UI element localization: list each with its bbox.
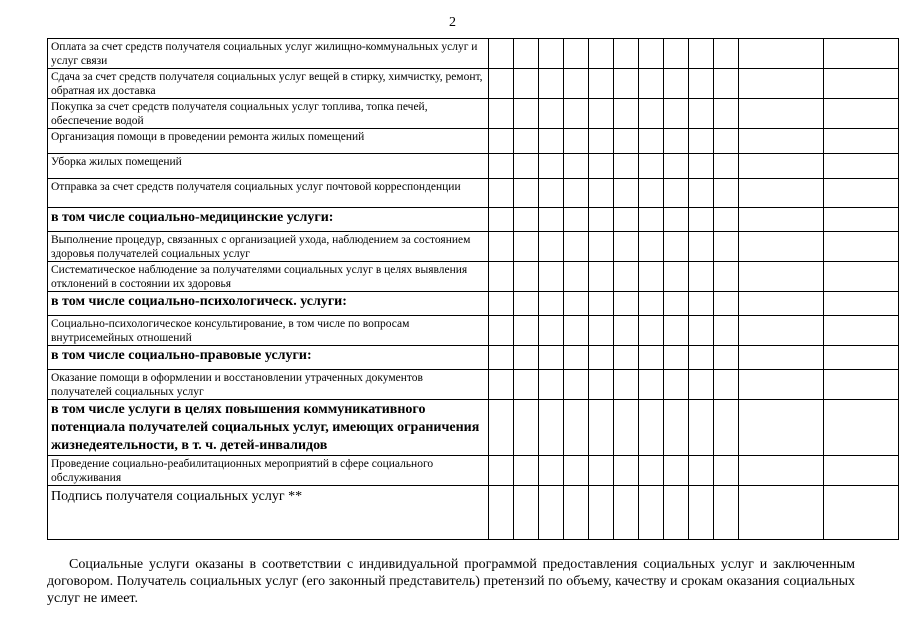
blank-cell (489, 99, 514, 129)
blank-cell (824, 232, 899, 262)
blank-cell (664, 154, 689, 179)
blank-cell (614, 486, 639, 540)
blank-cell (614, 129, 639, 154)
blank-cell (639, 486, 664, 540)
blank-cell (824, 486, 899, 540)
blank-cell (614, 208, 639, 232)
blank-cell (689, 400, 714, 456)
blank-cell (489, 316, 514, 346)
blank-cell (514, 208, 539, 232)
blank-cell (589, 370, 614, 400)
service-row (48, 456, 899, 486)
row-label: в том числе социально-медицинские услуги: (48, 208, 489, 232)
row-label: Организация помощи в проведении ремонта жилых помещений (48, 129, 489, 154)
blank-cell (689, 39, 714, 69)
blank-cell (739, 486, 824, 540)
blank-cell (739, 208, 824, 232)
blank-cell (714, 39, 739, 69)
blank-cell (639, 346, 664, 370)
blank-cell (539, 69, 564, 99)
blank-cell (714, 262, 739, 292)
blank-cell (824, 129, 899, 154)
blank-cell (539, 400, 564, 456)
blank-cell (489, 69, 514, 99)
service-row (48, 370, 899, 400)
blank-cell (824, 292, 899, 316)
blank-cell (824, 179, 899, 208)
blank-cell (514, 129, 539, 154)
blank-cell (589, 456, 614, 486)
blank-cell (514, 262, 539, 292)
blank-cell (664, 129, 689, 154)
blank-cell (589, 400, 614, 456)
blank-cell (664, 456, 689, 486)
row-label: Уборка жилых помещений (48, 154, 489, 179)
blank-cell (589, 262, 614, 292)
blank-cell (514, 292, 539, 316)
blank-cell (824, 262, 899, 292)
blank-cell (664, 370, 689, 400)
blank-cell (514, 232, 539, 262)
blank-cell (489, 262, 514, 292)
blank-cell (714, 129, 739, 154)
blank-cell (589, 99, 614, 129)
blank-cell (639, 456, 664, 486)
blank-cell (739, 456, 824, 486)
blank-cell (564, 99, 589, 129)
service-row (48, 232, 899, 262)
blank-cell (824, 39, 899, 69)
blank-cell (824, 346, 899, 370)
blank-cell (564, 292, 589, 316)
blank-cell (639, 316, 664, 346)
row-label: Отправка за счет средств получателя социальных услуг почтовой корреспонденции (48, 179, 489, 208)
blank-cell (589, 69, 614, 99)
blank-cell (639, 370, 664, 400)
blank-cell (614, 262, 639, 292)
blank-cell (714, 486, 739, 540)
blank-cell (589, 179, 614, 208)
blank-cell (714, 99, 739, 129)
blank-cell (689, 69, 714, 99)
blank-cell (739, 316, 824, 346)
row-label: Проведение социально-реабилитационных мероприятий в сфере социального обслуживания (48, 456, 489, 486)
blank-cell (689, 99, 714, 129)
blank-cell (689, 486, 714, 540)
footer-statement: Социальные услуги оказаны в соответствии с индивидуальной программой предоставления социальных услуг и заключенным договором. Получатель социальных услуг (его законный представитель) претензий по объему, качеству и срокам оказания социальных услуг не имеет. (47, 557, 855, 606)
row-label: Систематическое наблюдение за получателями социальных услуг в целях выявления отклонений в состоянии их здоровья (48, 262, 489, 292)
service-row (48, 129, 899, 154)
blank-cell (739, 99, 824, 129)
blank-cell (739, 69, 824, 99)
blank-cell (514, 346, 539, 370)
blank-cell (589, 316, 614, 346)
blank-cell (714, 346, 739, 370)
blank-cell (539, 262, 564, 292)
blank-cell (689, 179, 714, 208)
blank-cell (489, 400, 514, 456)
blank-cell (614, 99, 639, 129)
blank-cell (614, 456, 639, 486)
blank-cell (589, 292, 614, 316)
blank-cell (539, 232, 564, 262)
blank-cell (639, 99, 664, 129)
blank-cell (539, 129, 564, 154)
blank-cell (739, 346, 824, 370)
blank-cell (539, 179, 564, 208)
blank-cell (564, 370, 589, 400)
blank-cell (689, 232, 714, 262)
blank-cell (639, 154, 664, 179)
blank-cell (539, 456, 564, 486)
blank-cell (664, 99, 689, 129)
blank-cell (664, 179, 689, 208)
blank-cell (824, 99, 899, 129)
blank-cell (689, 208, 714, 232)
blank-cell (689, 129, 714, 154)
row-label: Покупка за счет средств получателя социальных услуг топлива, топка печей, обеспечение водой (48, 99, 489, 129)
blank-cell (664, 400, 689, 456)
blank-cell (564, 400, 589, 456)
blank-cell (514, 154, 539, 179)
blank-cell (664, 69, 689, 99)
blank-cell (714, 456, 739, 486)
blank-cell (714, 292, 739, 316)
row-label: Сдача за счет средств получателя социальных услуг вещей в стирку, химчистку, ремонт, обратная их доставка (48, 69, 489, 99)
blank-cell (489, 154, 514, 179)
blank-cell (639, 232, 664, 262)
blank-cell (689, 346, 714, 370)
blank-cell (664, 346, 689, 370)
blank-cell (664, 39, 689, 69)
row-label: Выполнение процедур, связанных с организацией ухода, наблюдением за состоянием здоровья получателей социальных услуг (48, 232, 489, 262)
blank-cell (614, 370, 639, 400)
services-table (47, 38, 899, 540)
section-row (48, 292, 899, 316)
blank-cell (824, 456, 899, 486)
blank-cell (564, 39, 589, 69)
blank-cell (714, 370, 739, 400)
service-row (48, 262, 899, 292)
blank-cell (639, 400, 664, 456)
blank-cell (739, 262, 824, 292)
blank-cell (564, 154, 589, 179)
blank-cell (589, 232, 614, 262)
blank-cell (589, 39, 614, 69)
row-label: в том числе социально-правовые услуги: (48, 346, 489, 370)
blank-cell (489, 370, 514, 400)
blank-cell (714, 232, 739, 262)
blank-cell (714, 69, 739, 99)
blank-cell (639, 129, 664, 154)
blank-cell (514, 99, 539, 129)
blank-cell (514, 39, 539, 69)
row-label: в том числе услуги в целях повышения коммуникативного потенциала получателей социальных услуг, имеющих ограничения жизнедеятельности, в т. ч. детей-инвалидов (48, 400, 489, 456)
service-row (48, 99, 899, 129)
blank-cell (664, 208, 689, 232)
blank-cell (614, 179, 639, 208)
blank-cell (589, 129, 614, 154)
blank-cell (639, 39, 664, 69)
blank-cell (489, 129, 514, 154)
blank-cell (689, 370, 714, 400)
blank-cell (539, 39, 564, 69)
blank-cell (664, 316, 689, 346)
blank-cell (824, 400, 899, 456)
blank-cell (824, 154, 899, 179)
blank-cell (639, 69, 664, 99)
blank-cell (514, 179, 539, 208)
blank-cell (489, 456, 514, 486)
blank-cell (739, 292, 824, 316)
service-row (48, 154, 899, 179)
blank-cell (539, 99, 564, 129)
blank-cell (589, 346, 614, 370)
blank-cell (564, 486, 589, 540)
section-row (48, 400, 899, 456)
blank-cell (714, 154, 739, 179)
blank-cell (639, 179, 664, 208)
blank-cell (664, 262, 689, 292)
row-label: в том числе социально-психологическ. услуги: (48, 292, 489, 316)
blank-cell (514, 486, 539, 540)
blank-cell (489, 486, 514, 540)
blank-cell (614, 400, 639, 456)
blank-cell (739, 39, 824, 69)
blank-cell (664, 232, 689, 262)
service-row (48, 179, 899, 208)
blank-cell (564, 179, 589, 208)
blank-cell (539, 486, 564, 540)
blank-cell (489, 232, 514, 262)
blank-cell (564, 69, 589, 99)
signature-row (48, 486, 899, 540)
blank-cell (539, 154, 564, 179)
blank-cell (614, 292, 639, 316)
blank-cell (739, 232, 824, 262)
blank-cell (689, 154, 714, 179)
blank-cell (589, 154, 614, 179)
blank-cell (614, 39, 639, 69)
blank-cell (739, 129, 824, 154)
blank-cell (564, 129, 589, 154)
blank-cell (614, 316, 639, 346)
blank-cell (614, 346, 639, 370)
blank-cell (564, 262, 589, 292)
row-label: Оплата за счет средств получателя социальных услуг жилищно-коммунальных услуг и услуг связи (48, 39, 489, 69)
blank-cell (714, 316, 739, 346)
blank-cell (489, 292, 514, 316)
blank-cell (539, 346, 564, 370)
blank-cell (714, 208, 739, 232)
blank-cell (739, 400, 824, 456)
page-number: 2 (449, 15, 456, 30)
blank-cell (514, 69, 539, 99)
blank-cell (589, 486, 614, 540)
row-label: Социально-психологическое консультирование, в том числе по вопросам внутрисемейных отношений (48, 316, 489, 346)
blank-cell (824, 370, 899, 400)
blank-cell (564, 208, 589, 232)
blank-cell (664, 486, 689, 540)
blank-cell (824, 316, 899, 346)
blank-cell (514, 316, 539, 346)
blank-cell (539, 370, 564, 400)
blank-cell (539, 316, 564, 346)
blank-cell (514, 456, 539, 486)
service-row (48, 39, 899, 69)
service-row (48, 316, 899, 346)
blank-cell (489, 179, 514, 208)
blank-cell (489, 39, 514, 69)
blank-cell (639, 262, 664, 292)
service-row (48, 69, 899, 99)
blank-cell (564, 232, 589, 262)
blank-cell (589, 208, 614, 232)
blank-cell (564, 346, 589, 370)
blank-cell (514, 370, 539, 400)
blank-cell (664, 292, 689, 316)
blank-cell (739, 154, 824, 179)
row-label: Подпись получателя социальных услуг ** (48, 486, 489, 540)
blank-cell (689, 292, 714, 316)
blank-cell (614, 232, 639, 262)
blank-cell (564, 316, 589, 346)
row-label: Оказание помощи в оформлении и восстановлении утраченных документов получателей социальных услуг (48, 370, 489, 400)
blank-cell (539, 208, 564, 232)
blank-cell (489, 346, 514, 370)
blank-cell (824, 69, 899, 99)
blank-cell (514, 400, 539, 456)
blank-cell (614, 154, 639, 179)
blank-cell (564, 456, 589, 486)
blank-cell (614, 69, 639, 99)
section-row (48, 346, 899, 370)
blank-cell (639, 292, 664, 316)
section-row (48, 208, 899, 232)
blank-cell (714, 179, 739, 208)
blank-cell (689, 316, 714, 346)
blank-cell (689, 456, 714, 486)
blank-cell (539, 292, 564, 316)
blank-cell (739, 179, 824, 208)
blank-cell (824, 208, 899, 232)
blank-cell (739, 370, 824, 400)
blank-cell (639, 208, 664, 232)
blank-cell (689, 262, 714, 292)
blank-cell (489, 208, 514, 232)
blank-cell (714, 400, 739, 456)
